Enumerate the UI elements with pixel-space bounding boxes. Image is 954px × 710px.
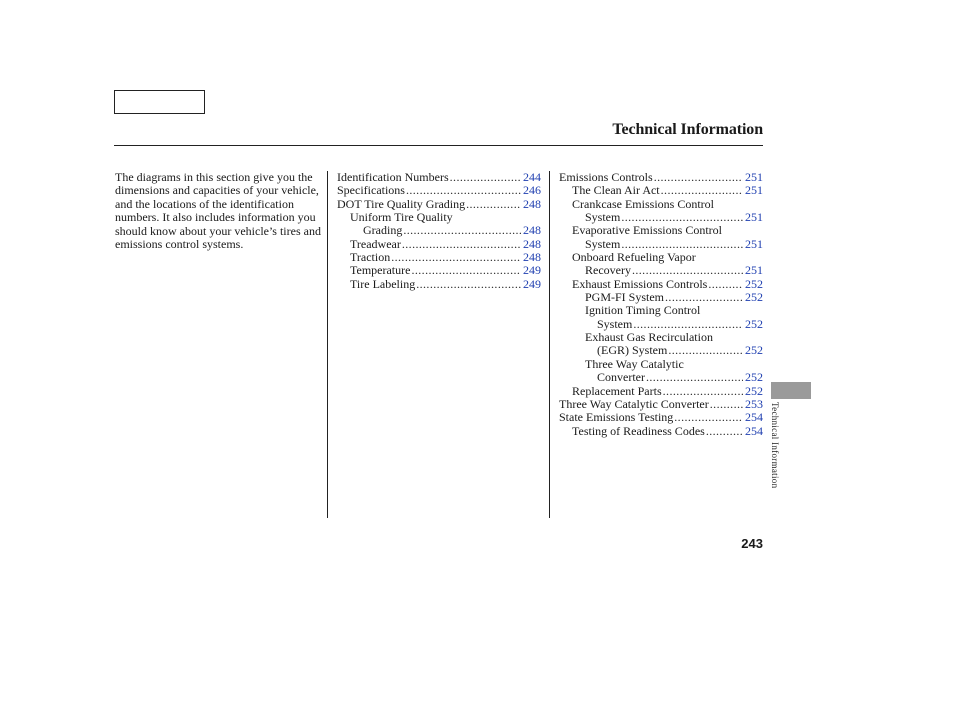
toc-page-link[interactable]: 251 — [745, 183, 763, 198]
toc-page-link[interactable]: 248 — [523, 223, 541, 238]
toc-entry[interactable] — [337, 224, 541, 237]
toc-page-link[interactable]: 254 — [745, 423, 763, 438]
toc-entry-label: Specifications — [337, 183, 405, 198]
toc-entry[interactable] — [337, 184, 541, 197]
toc-entry[interactable] — [559, 291, 763, 304]
section-tab[interactable] — [771, 382, 811, 399]
toc-entry-label: Identification Numbers — [337, 170, 449, 184]
dot-leader — [710, 398, 743, 411]
toc-page-link[interactable]: 253 — [745, 396, 763, 411]
dot-leader — [450, 171, 521, 184]
dot-leader — [646, 371, 743, 384]
toc-entry-label: Treadwear — [350, 236, 401, 251]
dot-leader — [632, 264, 743, 277]
toc-page-link[interactable]: 248 — [523, 250, 541, 265]
toc-entry[interactable] — [559, 398, 763, 411]
toc-heading: Three Way Catalytic — [585, 356, 684, 371]
section-tab-label: Technical Information — [770, 402, 780, 489]
dot-leader — [466, 198, 521, 211]
toc-entry-label: Tire Labeling — [350, 276, 416, 291]
main-menu-box[interactable] — [114, 90, 205, 114]
toc-page-link[interactable]: 252 — [745, 276, 763, 291]
toc-entry-label: System — [585, 236, 621, 251]
toc-entry-label: Replacement Parts — [572, 383, 662, 398]
toc-page-link[interactable]: 251 — [745, 263, 763, 278]
dot-leader — [621, 211, 743, 224]
toc-entry-label: PGM-FI System — [585, 290, 665, 305]
toc-entry[interactable] — [559, 344, 763, 357]
toc-entry-label: Converter — [597, 370, 645, 385]
dot-leader — [402, 238, 521, 251]
dot-leader — [403, 224, 521, 237]
dot-leader — [674, 411, 743, 424]
toc-entry[interactable] — [559, 238, 763, 251]
dot-leader — [665, 291, 743, 304]
toc-entry[interactable] — [559, 318, 763, 331]
dot-leader — [391, 251, 521, 264]
toc-page-link[interactable]: 249 — [523, 263, 541, 278]
header-divider — [114, 145, 763, 146]
toc-page-link[interactable]: 254 — [745, 410, 763, 425]
toc-entry[interactable] — [559, 425, 763, 438]
toc-heading: Evaporative Emissions Control — [572, 223, 722, 238]
toc-page-link[interactable]: 251 — [745, 210, 763, 225]
dot-leader — [663, 385, 743, 398]
page-number: 243 — [741, 536, 763, 551]
toc-entry[interactable] — [337, 238, 541, 251]
toc-entry-label: DOT Tire Quality Grading — [337, 196, 466, 211]
toc-entry[interactable] — [559, 171, 763, 184]
toc-page-link[interactable]: 251 — [745, 170, 763, 184]
dot-leader — [661, 184, 743, 197]
toc-entry[interactable] — [559, 264, 763, 277]
dot-leader — [411, 264, 521, 277]
toc-page-link[interactable]: 252 — [745, 290, 763, 305]
toc-page-link[interactable]: 252 — [745, 316, 763, 331]
toc-page-link[interactable]: 246 — [523, 183, 541, 198]
toc-entry-label: The Clean Air Act — [572, 183, 660, 198]
toc-entry[interactable] — [337, 198, 541, 211]
toc-page-link[interactable]: 252 — [745, 343, 763, 358]
toc-column-1 — [337, 171, 541, 291]
dot-leader — [416, 278, 521, 291]
toc-entry-label: Recovery — [585, 263, 631, 278]
toc-entry[interactable] — [559, 184, 763, 197]
column-divider-left — [327, 171, 328, 518]
toc-entry-label: System — [585, 210, 621, 225]
intro-paragraph — [115, 171, 321, 251]
toc-entry[interactable] — [559, 211, 763, 224]
toc-entry[interactable] — [559, 411, 763, 424]
dot-leader — [706, 425, 743, 438]
toc-page-link[interactable]: 248 — [523, 236, 541, 251]
toc-entry[interactable] — [559, 278, 763, 291]
toc-entry-label: Traction — [350, 250, 391, 265]
toc-entry-label: Testing of Readiness Codes — [572, 423, 705, 438]
dot-leader — [654, 171, 743, 184]
toc-entry-label: Temperature — [350, 263, 411, 278]
toc-entry-label: (EGR) System — [597, 343, 668, 358]
toc-entry[interactable] — [337, 251, 541, 264]
toc-entry-label: Exhaust Emissions Controls — [572, 276, 708, 291]
toc-entry[interactable] — [337, 264, 541, 277]
toc-entry[interactable] — [559, 385, 763, 398]
toc-page-link[interactable]: 244 — [523, 170, 541, 184]
dot-leader — [621, 238, 743, 251]
toc-entry-label: System — [597, 316, 633, 331]
dot-leader — [406, 184, 521, 197]
column-divider-right — [549, 171, 550, 518]
toc-column-2 — [559, 171, 763, 438]
toc-entry-label: State Emissions Testing — [559, 410, 674, 425]
toc-heading: Exhaust Gas Recirculation — [585, 330, 713, 345]
toc-entry[interactable] — [337, 171, 541, 184]
page-title: Technical Information — [612, 121, 763, 138]
toc-page-link[interactable]: 252 — [745, 370, 763, 385]
dot-leader — [708, 278, 743, 291]
toc-entry[interactable] — [559, 371, 763, 384]
toc-page-link[interactable]: 252 — [745, 383, 763, 398]
toc-heading: Ignition Timing Control — [585, 303, 701, 318]
dot-leader — [668, 344, 743, 357]
toc-heading: Onboard Refueling Vapor — [572, 250, 696, 265]
toc-page-link[interactable]: 249 — [523, 276, 541, 291]
toc-heading: Uniform Tire Quality — [350, 210, 453, 225]
toc-entry-label: Grading — [363, 223, 403, 238]
toc-heading: Crankcase Emissions Control — [572, 196, 714, 211]
toc-page-link[interactable]: 251 — [745, 236, 763, 251]
toc-entry[interactable] — [337, 278, 541, 291]
intro-text: The diagrams in this section give you the dimensions and capacities of your vehicle, and the locations of the identification numbers. It also includes information you should know about your vehicle’s tires and emissions control systems. — [115, 170, 321, 252]
toc-entry-label: Three Way Catalytic Converter — [559, 396, 709, 411]
toc-page-link[interactable]: 248 — [523, 196, 541, 211]
dot-leader — [633, 318, 743, 331]
toc-entry-label: Emissions Controls — [559, 170, 653, 184]
